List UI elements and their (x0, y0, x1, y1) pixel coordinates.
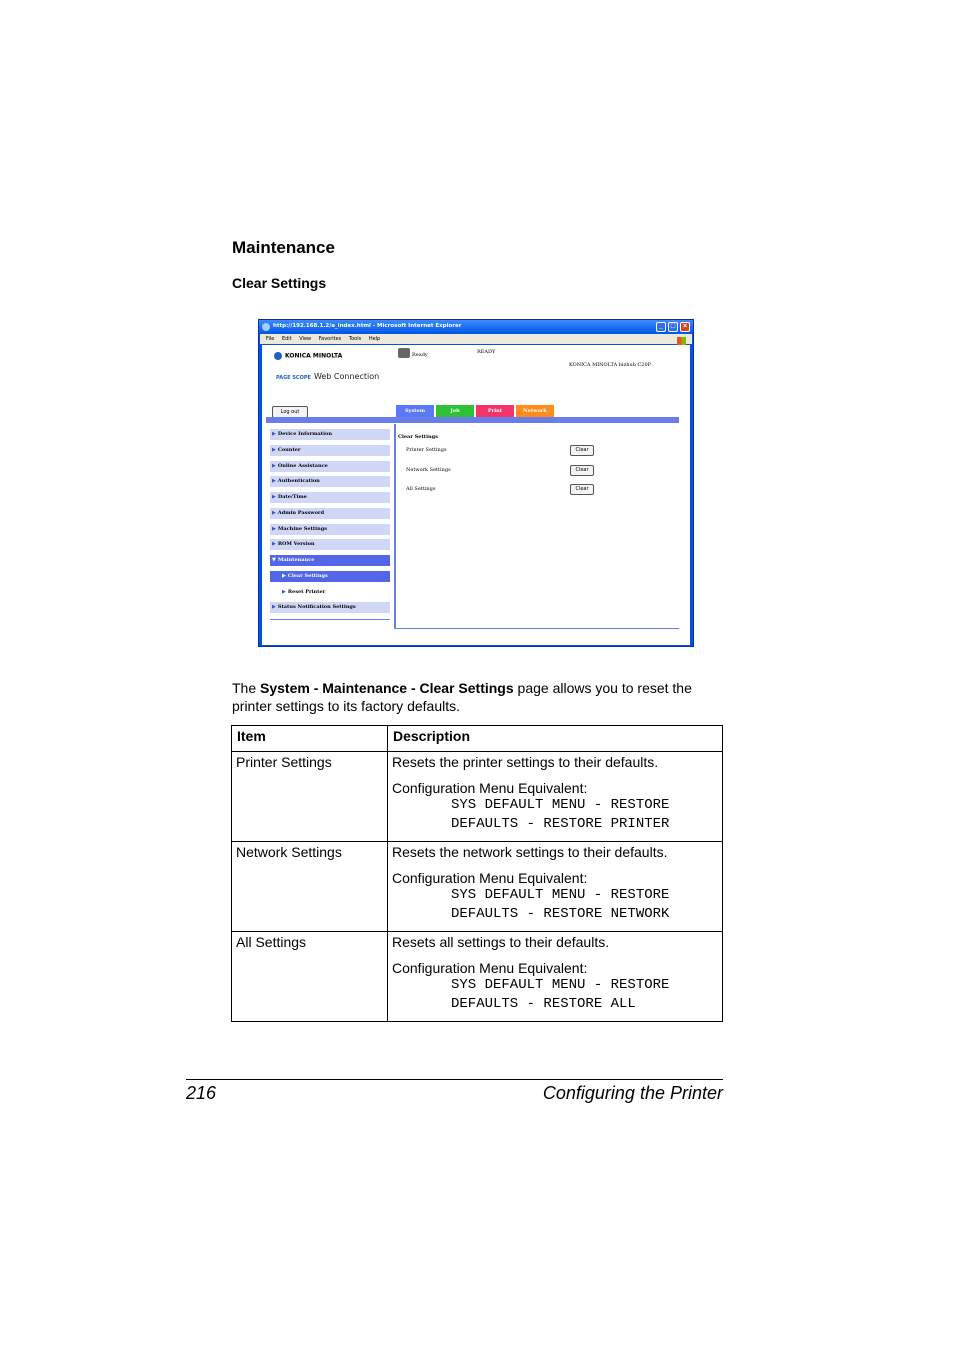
sidebar-item-label: Maintenance (277, 557, 315, 563)
minimize-icon[interactable]: _ (656, 322, 666, 332)
web-connection-label: Web Connection (313, 372, 380, 381)
menu-path-line: SYS DEFAULT MENU - RESTORE (451, 797, 670, 813)
tab-system[interactable]: System (396, 405, 434, 417)
sidebar-item-admin-password[interactable] (270, 508, 390, 519)
table-row (232, 842, 723, 932)
sidebar-item-label: Status Notification Settings (277, 604, 356, 610)
menu-edit[interactable]: Edit (281, 336, 292, 342)
arrow-right-icon: ▶ (272, 604, 276, 610)
intro-paragraph (232, 679, 722, 715)
arrow-right-icon: ▶ (272, 526, 276, 532)
description-cell (388, 842, 723, 932)
sidebar-item-online-assistance[interactable] (270, 461, 390, 472)
sidebar-item-label: Authentication (277, 478, 320, 484)
sidebar-item-label: Counter (277, 447, 301, 453)
arrow-down-icon: ▼ (272, 557, 276, 563)
intro-bold-path: System - Maintenance - Clear Settings (260, 680, 514, 696)
sidebar-item-label: Machine Settings (277, 526, 328, 532)
browser-window-screenshot (258, 319, 694, 647)
status-icon-label: Ready (412, 352, 428, 358)
maximize-icon[interactable]: □ (668, 322, 678, 332)
sidebar-item-maintenance[interactable] (270, 555, 390, 566)
model-name: KONICA MINOLTA bizhub C20P (569, 362, 652, 368)
close-icon[interactable]: × (680, 322, 690, 332)
sidebar-item-label: Clear Settings (287, 573, 328, 579)
sidebar-item-authentication[interactable] (270, 476, 390, 487)
status-text: READY (477, 349, 496, 355)
window-title: http://192.168.1.2/a_index.html - Microsoft Internet Explorer (273, 323, 462, 329)
sidebar-item-label: ROM Version (277, 541, 315, 547)
item-cell: Printer Settings (232, 752, 388, 842)
sidebar-item-label: Device Information (277, 431, 332, 437)
printer-settings-label: Printer Settings (406, 447, 447, 453)
menu-tools[interactable]: Tools (348, 336, 362, 342)
menu-path-line: DEFAULTS - RESTORE PRINTER (451, 816, 670, 832)
subsection-heading: Clear Settings (232, 275, 327, 291)
menu-view[interactable]: View (299, 336, 312, 342)
menu-help[interactable]: Help (368, 336, 381, 342)
arrow-right-icon: ▶ (272, 541, 276, 547)
sidebar-divider (270, 619, 390, 620)
description-text: Resets the network settings to their defaults. (392, 844, 668, 860)
config-label: Configuration Menu Equivalent: (392, 870, 588, 886)
config-label: Configuration Menu Equivalent: (392, 960, 588, 976)
clear-all-settings-button[interactable]: Clear (570, 484, 594, 495)
tab-job[interactable]: Job (436, 405, 474, 417)
arrow-right-icon: ▶ (272, 494, 276, 500)
menu-path-line: SYS DEFAULT MENU - RESTORE (451, 887, 670, 903)
sidebar-item-clear-settings[interactable] (270, 571, 390, 582)
all-settings-label: All Settings (406, 486, 436, 492)
item-cell: Network Settings (232, 842, 388, 932)
windows-logo-icon (677, 337, 686, 345)
web-page (262, 345, 690, 645)
arrow-right-icon: ▶ (272, 431, 276, 437)
network-settings-label: Network Settings (406, 467, 451, 473)
content-bottom-divider (394, 628, 679, 629)
section-heading: Maintenance (232, 238, 335, 257)
menu-bar (260, 334, 692, 344)
header-divider (266, 417, 679, 423)
clear-network-settings-button[interactable]: Clear (570, 465, 594, 476)
column-header-description: Description (388, 726, 723, 752)
sidebar-item-rom-version[interactable] (270, 539, 390, 550)
arrow-right-icon: ▶ (272, 463, 276, 469)
item-cell: All Settings (232, 932, 388, 1022)
sidebar-item-label: Online Assistance (277, 463, 328, 469)
footer-rule (186, 1079, 723, 1080)
sidebar-item-label: Reset Printer (287, 589, 326, 595)
menu-path-line: DEFAULTS - RESTORE ALL (451, 996, 636, 1012)
intro-text: page allows you to reset the printer settings to its factory defaults. (232, 680, 692, 714)
tab-print[interactable]: Print (476, 405, 514, 417)
logout-button[interactable]: Log out (272, 406, 308, 418)
sidebar-item-counter[interactable] (270, 445, 390, 456)
sidebar-item-label: Date/Time (277, 494, 307, 500)
sidebar-item-status-notification-settings[interactable] (270, 602, 390, 613)
arrow-right-icon: ▶ (272, 447, 276, 453)
printer-status-icon (398, 348, 410, 358)
web-connection-logo (276, 372, 379, 381)
menu-favorites[interactable]: Favorites (318, 336, 342, 342)
panel-title: Clear Settings (398, 434, 438, 440)
sidebar-item-machine-settings[interactable] (270, 524, 390, 535)
arrow-right-icon: ▶ (272, 478, 276, 484)
arrow-right-icon: ▶ (282, 573, 286, 579)
menu-path-line: DEFAULTS - RESTORE NETWORK (451, 906, 670, 922)
content-divider (394, 424, 396, 628)
menu-path-line: SYS DEFAULT MENU - RESTORE (451, 977, 670, 993)
table-header-row (232, 726, 723, 752)
sidebar-item-reset-printer[interactable] (270, 587, 390, 598)
config-label: Configuration Menu Equivalent: (392, 780, 588, 796)
konica-minolta-logo: KONICA MINOLTA (274, 352, 342, 360)
menu-file[interactable]: File (266, 336, 275, 342)
description-text: Resets the printer settings to their defaults. (392, 754, 659, 770)
ie-icon (262, 323, 270, 331)
column-header-item: Item (232, 726, 388, 752)
pagescope-logo: PAGE SCOPE (276, 375, 311, 381)
description-cell (388, 752, 723, 842)
description-cell (388, 932, 723, 1022)
table-row (232, 932, 723, 1022)
sidebar-item-device-information[interactable] (270, 429, 390, 440)
sidebar-item-date-time[interactable] (270, 492, 390, 503)
intro-text: The (232, 680, 261, 696)
sidebar-item-label: Admin Password (277, 510, 325, 516)
clear-printer-settings-button[interactable]: Clear (570, 445, 594, 456)
tab-network[interactable]: Network (516, 405, 554, 417)
settings-table (231, 725, 723, 1022)
page-number: 216 (186, 1083, 217, 1103)
window-titlebar (259, 320, 693, 334)
arrow-right-icon: ▶ (272, 510, 276, 516)
table-row (232, 752, 723, 842)
description-text: Resets all settings to their defaults. (392, 934, 610, 950)
arrow-right-icon: ▶ (282, 589, 286, 595)
footer-section-title: Configuring the Printer (542, 1083, 723, 1103)
